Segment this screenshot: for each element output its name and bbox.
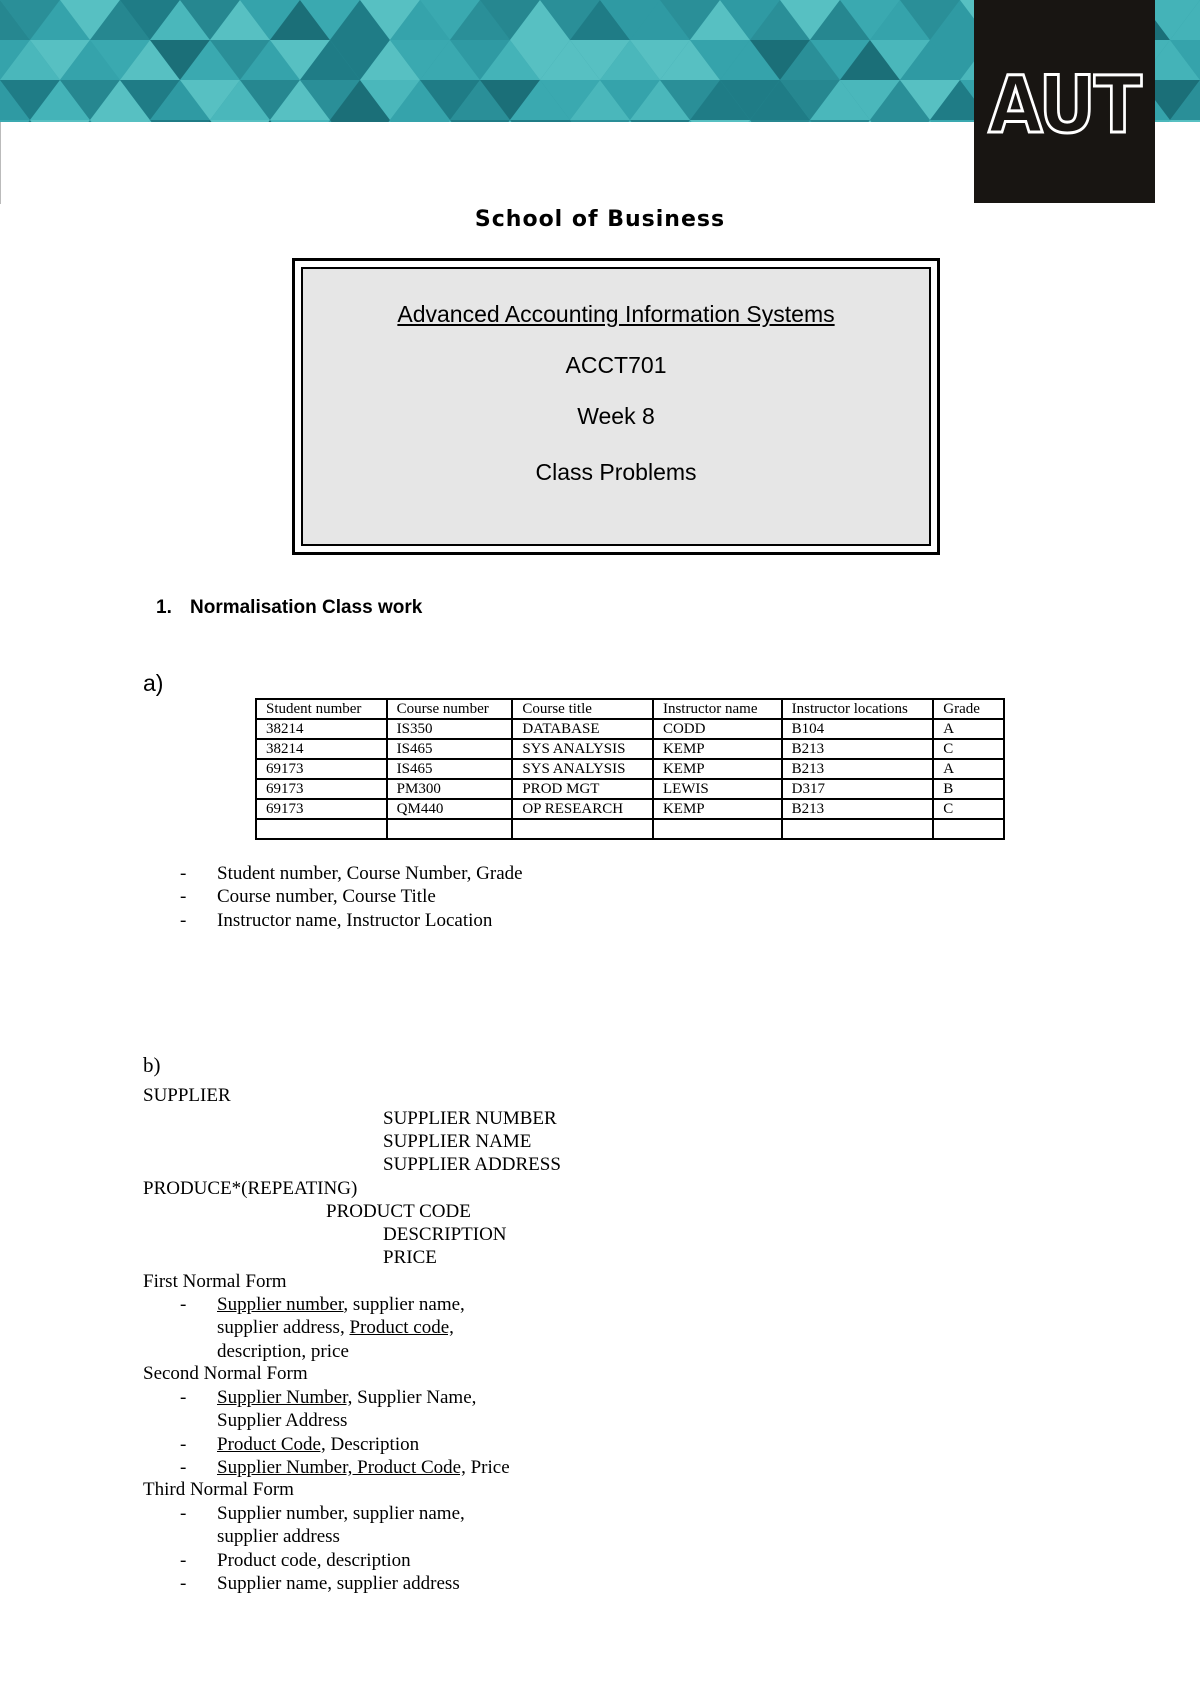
list-item xyxy=(180,1456,510,1479)
dash-bullet: - xyxy=(180,1549,187,1571)
table-row xyxy=(256,759,1004,779)
table-cell: QM440 xyxy=(387,799,513,819)
table-cell: B213 xyxy=(782,799,934,819)
table-cell: DATABASE xyxy=(512,719,653,739)
table-cell xyxy=(512,819,653,839)
banner-triangle xyxy=(270,120,330,122)
first-normal-form-heading: First Normal Form xyxy=(143,1271,287,1292)
key-attribute: Supplier Number, xyxy=(217,1387,353,1408)
table-cell: C xyxy=(933,799,1004,819)
produce-field: PRICE xyxy=(383,1247,437,1268)
table-row xyxy=(256,739,1004,759)
section-heading xyxy=(156,597,422,619)
table-cell: C xyxy=(933,739,1004,759)
col-header-grade: Grade xyxy=(933,699,1004,719)
list-item xyxy=(180,862,523,885)
produce-field: DESCRIPTION xyxy=(383,1224,507,1245)
attribute-text: Supplier number, supplier name, xyxy=(217,1503,465,1524)
table-cell xyxy=(653,819,782,839)
banner-triangle xyxy=(750,120,810,122)
attribute-text: Price xyxy=(465,1456,510,1478)
banner-triangle xyxy=(0,120,30,122)
logo-text: AUT xyxy=(988,60,1141,151)
part-a-answer-list xyxy=(180,862,523,932)
list-item xyxy=(180,1293,465,1363)
attribute-text: Supplier Address xyxy=(217,1410,348,1432)
banner-triangle xyxy=(390,120,450,122)
title-box-inner xyxy=(301,267,931,546)
answer-text: Student number, Course Number, Grade xyxy=(217,863,523,884)
table-cell: 38214 xyxy=(256,739,387,759)
supplier-field: SUPPLIER NUMBER xyxy=(383,1108,557,1129)
banner-triangle xyxy=(150,120,210,122)
banner-triangle xyxy=(690,120,750,122)
supplier-field: SUPPLIER NAME xyxy=(383,1131,532,1152)
col-header-instructor-locations: Instructor locations xyxy=(782,699,934,719)
key-attribute: Supplier number xyxy=(217,1294,344,1315)
banner-triangle xyxy=(450,120,510,122)
part-b-label: b) xyxy=(143,1053,161,1077)
second-nf-list xyxy=(180,1386,510,1479)
table-cell: CODD xyxy=(653,719,782,739)
table-cell: PROD MGT xyxy=(512,779,653,799)
table-cell: IS465 xyxy=(387,739,513,759)
attribute-text: Product code, description xyxy=(217,1549,411,1571)
page-edge-rule xyxy=(0,122,1,204)
dash-bullet: - xyxy=(180,909,187,931)
table-cell: LEWIS xyxy=(653,779,782,799)
banner-triangle xyxy=(870,120,930,122)
attribute-text: Supplier name, supplier address xyxy=(217,1572,460,1594)
list-item xyxy=(180,1549,465,1572)
table-cell: 69173 xyxy=(256,759,387,779)
table-header-row xyxy=(256,699,1004,719)
table-cell: OP RESEARCH xyxy=(512,799,653,819)
table-cell: B xyxy=(933,779,1004,799)
attribute-text: description, price xyxy=(217,1340,349,1362)
supplier-field: SUPPLIER ADDRESS xyxy=(383,1154,561,1175)
banner-triangle xyxy=(1170,120,1200,122)
course-code: ACCT701 xyxy=(565,352,667,378)
table-cell: PM300 xyxy=(387,779,513,799)
dash-bullet: - xyxy=(180,1456,187,1478)
dash-bullet: - xyxy=(180,1572,187,1594)
attribute-text: Supplier Name, xyxy=(352,1387,477,1408)
table-cell: KEMP xyxy=(653,759,782,779)
table-cell xyxy=(782,819,934,839)
table-cell: D317 xyxy=(782,779,934,799)
answer-text: Course number, Course Title xyxy=(217,886,436,908)
table-cell: KEMP xyxy=(653,799,782,819)
col-header-course-title: Course title xyxy=(512,699,653,719)
dash-bullet: - xyxy=(180,1433,187,1455)
table-cell: B104 xyxy=(782,719,934,739)
banner-triangle xyxy=(510,120,570,122)
attribute-text: , supplier name, xyxy=(343,1294,465,1315)
attribute-text: Description xyxy=(325,1433,420,1455)
banner-triangle xyxy=(330,120,390,122)
class-problems-label: Class Problems xyxy=(535,459,697,485)
table-cell xyxy=(933,819,1004,839)
first-nf-list xyxy=(180,1293,465,1363)
key-attribute: Product code, xyxy=(349,1317,454,1339)
table-cell xyxy=(256,819,387,839)
table-cell: B213 xyxy=(782,739,934,759)
course-name: Advanced Accounting Information Systems xyxy=(397,301,835,327)
table-cell: 38214 xyxy=(256,719,387,739)
banner-triangle xyxy=(810,120,870,122)
banner-triangle xyxy=(210,120,270,122)
col-header-course-number: Course number xyxy=(387,699,513,719)
attribute-text: supplier address xyxy=(217,1526,340,1548)
third-normal-form-heading: Third Normal Form xyxy=(143,1479,294,1500)
table-cell: SYS ANALYSIS xyxy=(512,759,653,779)
dash-bullet: - xyxy=(180,863,187,884)
table-cell: KEMP xyxy=(653,739,782,759)
table-cell: A xyxy=(933,759,1004,779)
table-cell xyxy=(387,819,513,839)
list-item xyxy=(180,1502,465,1549)
col-header-instructor-name: Instructor name xyxy=(653,699,782,719)
week-label: Week 8 xyxy=(577,403,655,429)
table-cell: A xyxy=(933,719,1004,739)
banner-triangle xyxy=(630,120,690,122)
dash-bullet: - xyxy=(180,1294,187,1315)
list-item xyxy=(180,1572,465,1595)
list-item xyxy=(180,1433,510,1456)
third-nf-list xyxy=(180,1502,465,1595)
section-title: Normalisation Class work xyxy=(190,597,423,618)
dash-bullet: - xyxy=(180,1503,187,1524)
key-attribute: Product Code, xyxy=(217,1433,326,1455)
second-normal-form-heading: Second Normal Form xyxy=(143,1363,308,1384)
table-row xyxy=(256,779,1004,799)
col-header-student-number: Student number xyxy=(256,699,387,719)
school-heading: School of Business xyxy=(474,207,726,232)
answer-text: Instructor name, Instructor Location xyxy=(217,909,493,931)
section-number: 1. xyxy=(156,597,172,618)
key-attribute: Supplier Number, Product Code, xyxy=(217,1456,466,1478)
table-cell: SYS ANALYSIS xyxy=(512,739,653,759)
list-item xyxy=(180,885,523,908)
product-code-field: PRODUCT CODE xyxy=(326,1201,471,1222)
produce-heading: PRODUCE*(REPEATING) xyxy=(143,1178,358,1199)
table-row xyxy=(256,719,1004,739)
banner-triangle xyxy=(90,120,150,122)
table-cell: 69173 xyxy=(256,779,387,799)
table-cell: IS350 xyxy=(387,719,513,739)
banner-triangle xyxy=(30,120,90,122)
aut-logo xyxy=(974,0,1155,203)
list-item xyxy=(180,1386,510,1433)
dash-bullet: - xyxy=(180,886,187,908)
part-a-label: a) xyxy=(143,670,164,696)
title-box xyxy=(292,258,940,555)
dash-bullet: - xyxy=(180,1387,187,1408)
list-item xyxy=(180,909,523,932)
enrollment-table xyxy=(255,698,1005,840)
banner-triangle xyxy=(570,120,630,122)
table-cell: B213 xyxy=(782,759,934,779)
table-row xyxy=(256,799,1004,819)
table-row-empty xyxy=(256,819,1004,839)
table-cell: 69173 xyxy=(256,799,387,819)
table-cell: IS465 xyxy=(387,759,513,779)
supplier-heading: SUPPLIER xyxy=(143,1085,231,1106)
attribute-text: supplier address, xyxy=(217,1317,350,1339)
